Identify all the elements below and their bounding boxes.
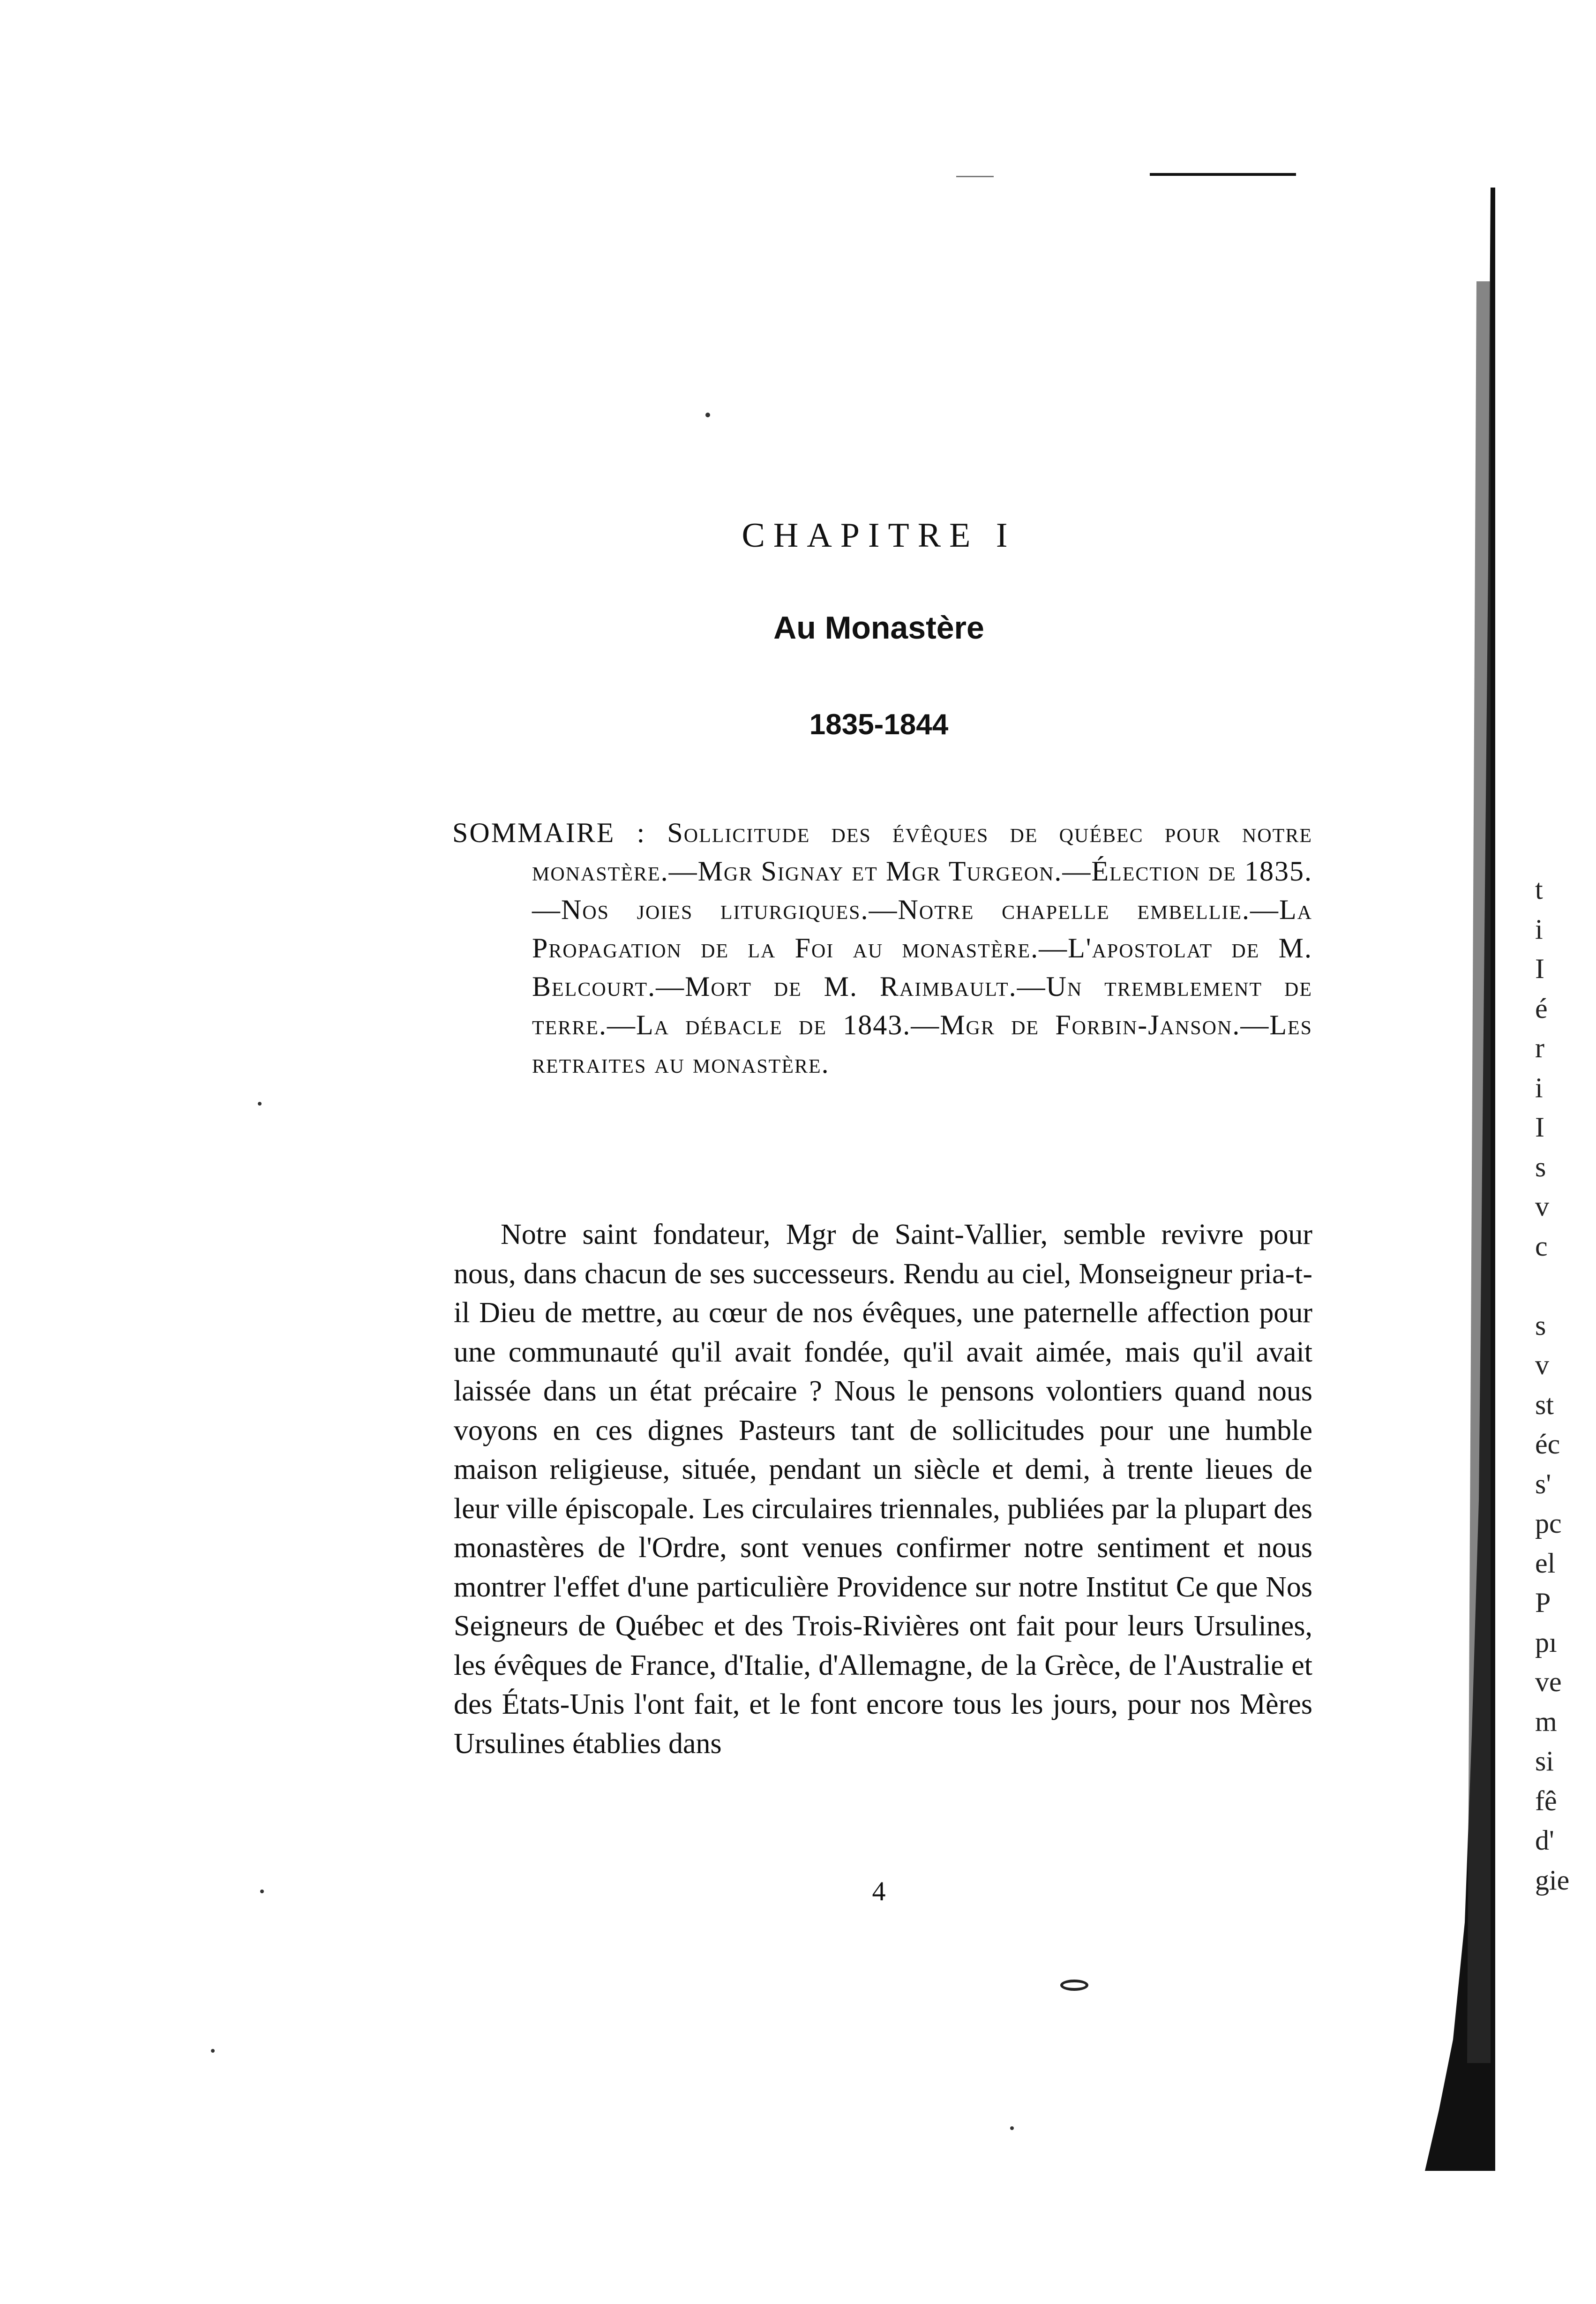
facing-page-fragment: r — [1535, 1032, 1544, 1063]
facing-page-fragment: gie — [1535, 1864, 1570, 1896]
facing-page-fragment: st — [1535, 1389, 1554, 1420]
facing-page-fragment: ve — [1535, 1666, 1562, 1697]
chapter-heading: CHAPITRE I — [742, 516, 1016, 555]
binding-edge-shadow — [1420, 188, 1495, 2171]
speck — [258, 1102, 262, 1106]
facing-page-fragment: el — [1535, 1547, 1556, 1579]
facing-page-fragment: éc — [1535, 1429, 1560, 1460]
facing-page-fragment: é — [1535, 993, 1548, 1024]
speck — [1010, 2126, 1014, 2130]
facing-page-fragment: fê — [1535, 1785, 1557, 1816]
facing-page-fragment: I — [1535, 953, 1544, 984]
summary-text: Sollicitude des évêques de québec pour notre monastère.—Mgr Signay et Mgr Turgeon.—Élection de 1835.—Nos joies liturgiques.—Notre chapelle embellie.—La Propagation de la Foi au monastère.—L'apostolat de M. Belcourt.—Mort de M. Raimbault.—Un tremblement de terre.—La débacle de 1843.—Mgr de Forbin-Janson.—Les retraites au monastère. — [532, 817, 1313, 1079]
facing-page-fragment: s — [1535, 1310, 1546, 1341]
top-rule-faint — [956, 176, 994, 177]
facing-page-fragment: v — [1535, 1191, 1549, 1222]
ornament-icon — [1060, 1980, 1088, 1991]
facing-page-fragment: c — [1535, 1230, 1548, 1262]
chapter-years: 1835-1844 — [809, 708, 949, 741]
facing-page-fragment: v — [1535, 1349, 1549, 1380]
page-number: 4 — [872, 1876, 886, 1906]
chapter-summary — [452, 813, 1312, 1083]
facing-page-fragment: I — [1535, 1112, 1544, 1143]
body-paragraph: Notre saint fondateur, Mgr de Saint-Vallier, semble revivre pour nous, dans chacun de ses successeurs. Rendu au ciel, Monseigneur pria-t-il Dieu de mettre, au cœur de nos évêques, une paternelle affection pour une communauté qu'il avait fondée, qu'il avait aimée, mais qu'il avait laissée dans un état précaire ? Nous le pensons volontiers quand nous voyons en ces dignes Pasteurs tant de sollicitudes pour une humble maison religieuse, située, pendant un siècle et demi, à trente lieues de leur ville épiscopale. Les circulaires triennales, publiées par la plupart des monastères de l'Ordre, sont venues confirmer notre sentiment et nous montrer l'effet d'une particulière Providence sur notre Institut Ce que Nos Seigneurs de Québec et des Trois-Rivières ont fait pour leurs Ursulines, les évêques de France, d'Italie, d'Allemagne, de la Grèce, de l'Australie et des États-Unis l'ont fait, et le font encore tous les jours, pour nos Mères Ursulines établies dans — [454, 1219, 1312, 1760]
facing-page-fragment: si — [1535, 1746, 1554, 1777]
facing-page-fragment: t — [1535, 874, 1543, 905]
facing-page-fragment: d' — [1535, 1825, 1554, 1856]
facing-page-fragments — [1535, 870, 1596, 1900]
speck — [705, 413, 710, 417]
top-rule — [1150, 173, 1296, 176]
facing-page-fragment — [1535, 1266, 1596, 1306]
speck — [211, 2049, 215, 2053]
facing-page-fragment: i — [1535, 913, 1543, 945]
facing-page-fragment: pı — [1535, 1626, 1557, 1658]
facing-page-fragment: P — [1535, 1587, 1551, 1618]
speck — [260, 1890, 264, 1893]
summary-label: SOMMAIRE : — [452, 817, 646, 848]
facing-page-fragment: i — [1535, 1072, 1543, 1103]
facing-page-fragment: pc — [1535, 1508, 1562, 1539]
chapter-title: Au Monastère — [773, 610, 984, 646]
facing-page-fragment: s' — [1535, 1468, 1551, 1499]
facing-page-fragment: m — [1535, 1706, 1557, 1737]
facing-page-fragment: s — [1535, 1151, 1546, 1182]
